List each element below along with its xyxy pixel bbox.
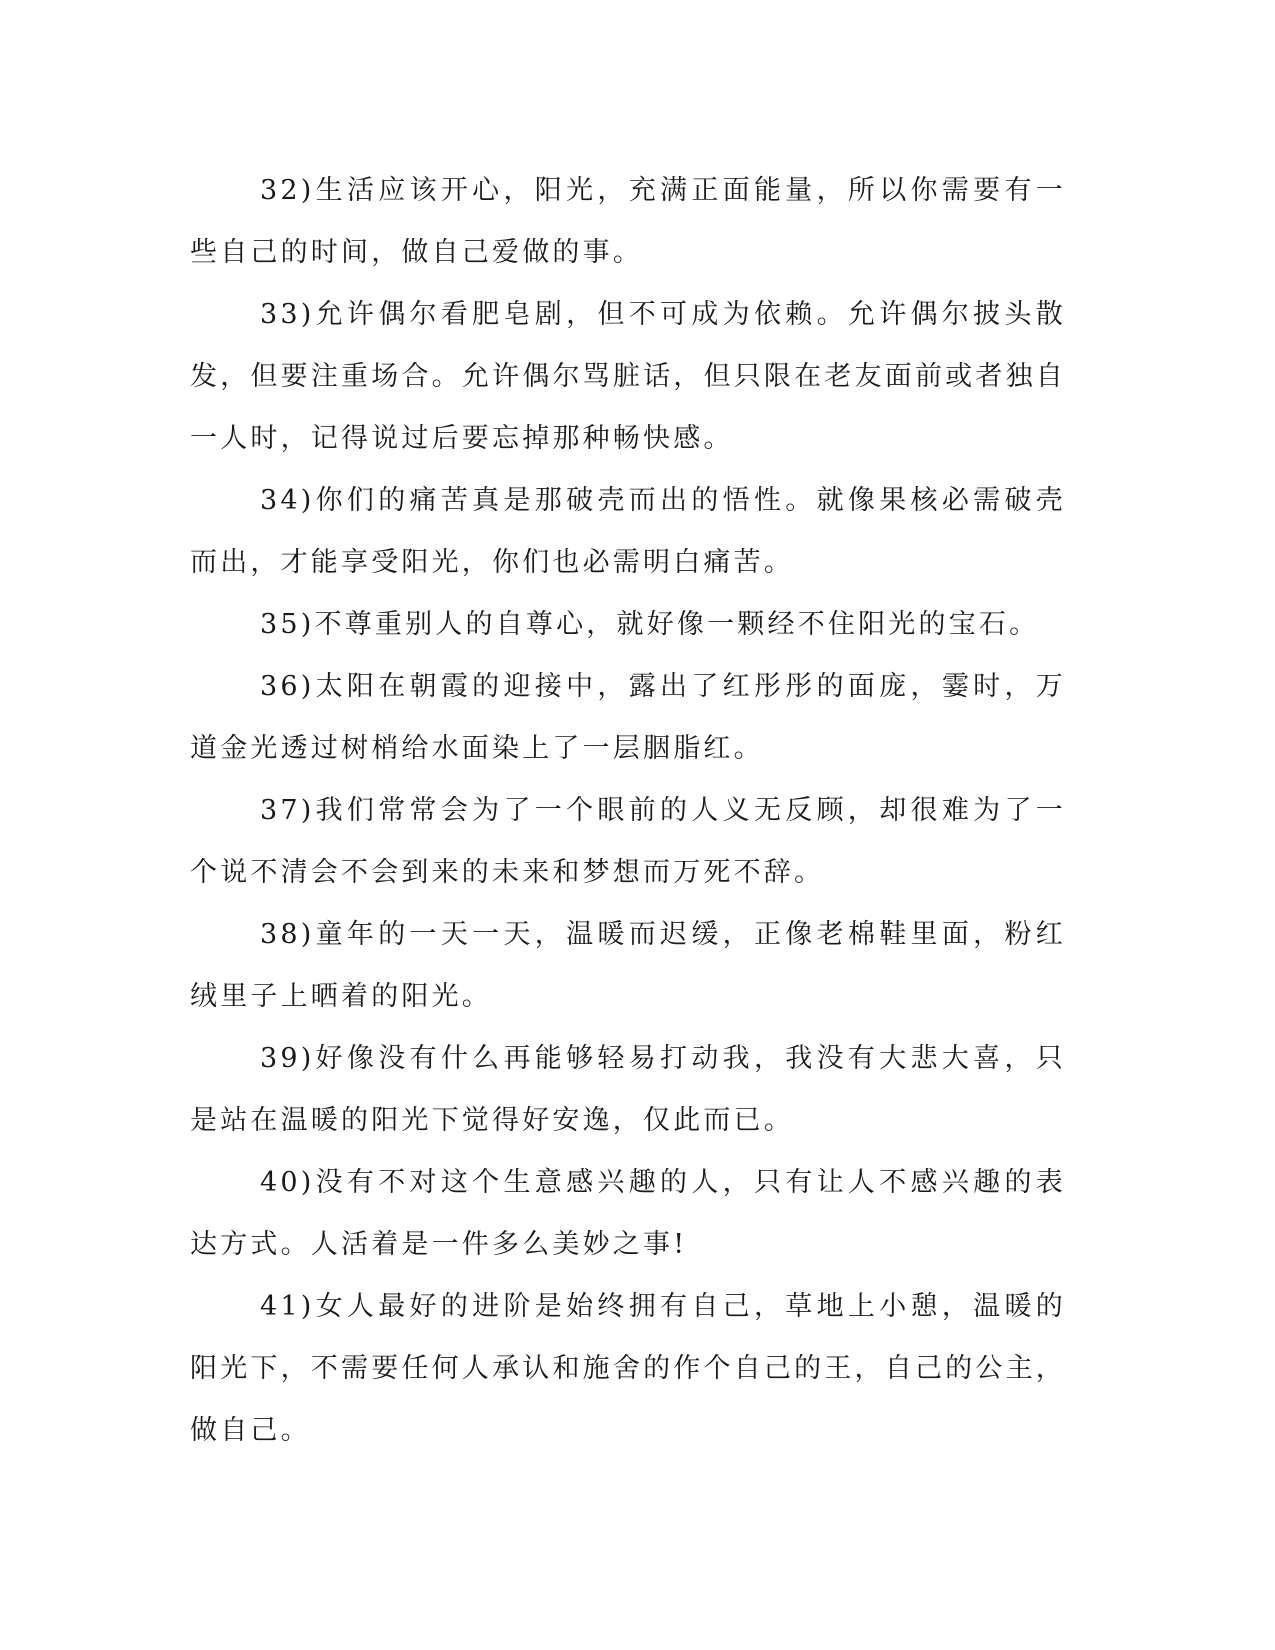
paragraph-41: 41)女人最好的进阶是始终拥有自己，草地上小憩，温暖的阳光下，不需要任何人承认和施舍的作个自己的王，自己的公主，做自己。 <box>190 1291 1066 1446</box>
paragraph-39: 39)好像没有什么再能够轻易打动我，我没有大悲大喜，只是站在温暖的阳光下觉得好安逸，仅此而已。 <box>190 1043 1066 1136</box>
paragraph-40: 40)没有不对这个生意感兴趣的人，只有让人不感兴趣的表达方式。人活着是一件多么美妙之事! <box>190 1167 1066 1260</box>
paragraph-33: 33)允许偶尔看肥皂剧，但不可成为依赖。允许偶尔披头散发，但要注重场合。允许偶尔骂脏话，但只限在老友面前或者独自一人时，记得说过后要忘掉那种畅快感。 <box>190 299 1066 454</box>
paragraph-35: 35)不尊重别人的自尊心，就好像一颗经不住阳光的宝石。 <box>260 609 1040 640</box>
document-body <box>190 160 1066 1462</box>
paragraph-38: 38)童年的一天一天，温暖而迟缓，正像老棉鞋里面，粉红绒里子上晒着的阳光。 <box>190 919 1066 1012</box>
paragraph-36: 36)太阳在朝霞的迎接中，露出了红彤彤的面庞，霎时，万道金光透过树梢给水面染上了一层胭脂红。 <box>190 671 1066 764</box>
paragraph-34: 34)你们的痛苦真是那破壳而出的悟性。就像果核必需破壳而出，才能享受阳光，你们也必需明白痛苦。 <box>190 485 1066 578</box>
paragraph-37: 37)我们常常会为了一个眼前的人义无反顾，却很难为了一个说不清会不会到来的未来和梦想而万死不辞。 <box>190 795 1066 888</box>
paragraph-32: 32)生活应该开心，阳光，充满正面能量，所以你需要有一些自己的时间，做自己爱做的事。 <box>190 175 1066 268</box>
